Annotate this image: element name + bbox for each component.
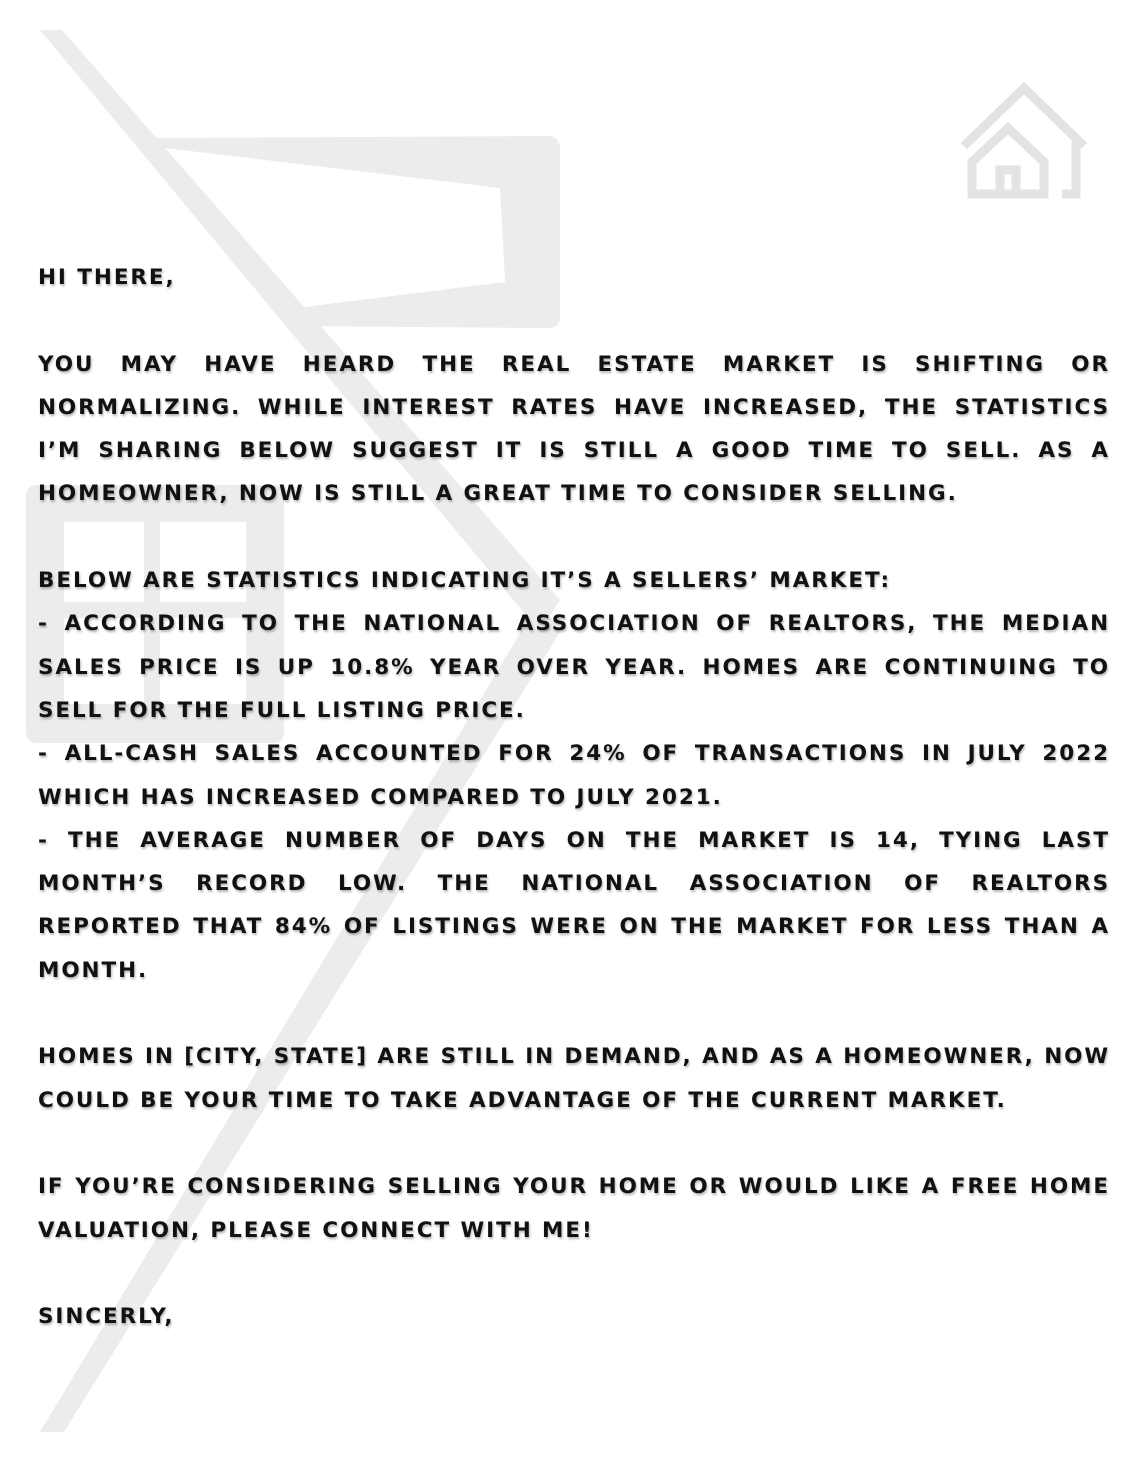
call-to-action-paragraph: IF YOU’RE CONSIDERING SELLING YOUR HOME OR WOULD LIKE A FREE HOME VALUATION, PLEASE CONNECT WITH ME!: [38, 1174, 1110, 1243]
house-icon: [958, 80, 1090, 204]
stat-item-days-on-market: - THE AVERAGE NUMBER OF DAYS ON THE MARKET IS 14, TYING LAST MONTH’S RECORD LOW. THE NATIONAL ASSOCIATION OF REALTORS REPORTED THAT 84% OF LISTINGS WERE ON THE MARKET FOR LESS THAN A MONTH.: [38, 827, 1110, 983]
letter-body: [38, 256, 1110, 1382]
stats-heading: BELOW ARE STATISTICS INDICATING IT’S A SELLERS’ MARKET:: [38, 568, 891, 594]
stat-item-cash-sales: - ALL-CASH SALES ACCOUNTED FOR 24% OF TRANSACTIONS IN JULY 2022 WHICH HAS INCREASED COMPARED TO JULY 2021.: [38, 741, 1110, 810]
greeting: HI THERE,: [38, 265, 176, 290]
stat-item-median-price: - ACCORDING TO THE NATIONAL ASSOCIATION OF REALTORS, THE MEDIAN SALES PRICE IS UP 10.8% YEAR OVER YEAR. HOMES ARE CONTINUING TO SELL FOR THE FULL LISTING PRICE.: [38, 611, 1110, 723]
closing: SINCERLY,: [38, 1304, 175, 1330]
demand-paragraph: HOMES IN [CITY, STATE] ARE STILL IN DEMAND, AND AS A HOMEOWNER, NOW COULD BE YOUR TIME TO TAKE ADVANTAGE OF THE CURRENT MARKET.: [38, 1044, 1110, 1113]
intro-paragraph: YOU MAY HAVE HEARD THE REAL ESTATE MARKET IS SHIFTING OR NORMALIZING. WHILE INTEREST RATES HAVE INCREASED, THE STATISTICS I’M SHARING BELOW SUGGEST IT IS STILL A GOOD TIME TO SELL. AS A HOMEOWNER, NOW IS STILL A GREAT TIME TO CONSIDER SELLING.: [38, 351, 1110, 507]
